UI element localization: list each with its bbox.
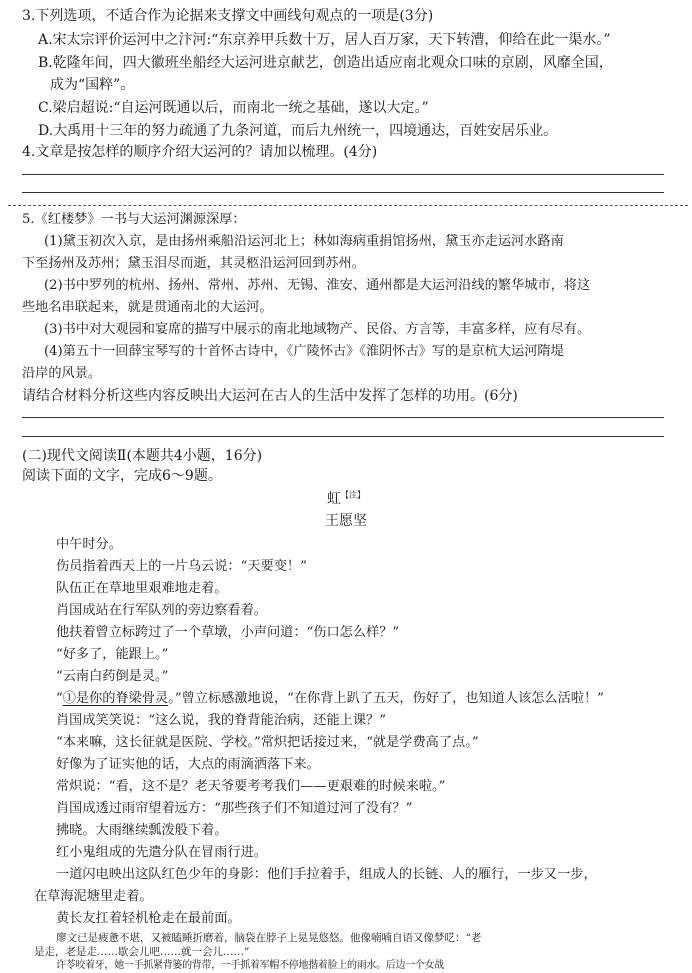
- story-line: 伤员指着西天上的一片乌云说：“天要变！”: [56, 559, 307, 574]
- underlined-sentence-1: ①是你的脊梁骨灵: [62, 691, 169, 706]
- story-line: 是走，老是走……歇会儿吧……就一会儿……”: [34, 946, 250, 958]
- q3-option-b: B.乾隆年间，四大徽班坐船经大运河进京献艺，创造出适应南北观众口味的京剧，风靡全国，: [38, 55, 613, 71]
- q4-answer-line-2[interactable]: [22, 192, 664, 193]
- story-title: [0, 488, 692, 508]
- q3-option-d: D.大禹用十三年的努力疏通了九条河道，而后九州统一，四境通达，百姓安居乐业。: [38, 123, 558, 139]
- story-line: “云南白药倒是灵。”: [56, 669, 169, 684]
- title-note-marker: 【注】: [341, 490, 365, 500]
- story-line: 红小鬼组成的先遣分队在冒雨行进。: [56, 845, 267, 860]
- q5-material-4: (4)第五十一回薛宝琴写的十首怀古诗中，《广陵怀古》《淮阴怀古》写的是京杭大运河隋堤: [44, 344, 564, 359]
- q3-option-b-cont: 成为“国粹”。: [50, 77, 135, 93]
- story-line: 队伍正在草地里艰难地走着。: [56, 581, 228, 596]
- story-line: [56, 959, 444, 972]
- section-heading: (二)现代文阅读Ⅱ(本题共4小题，16分): [22, 448, 263, 464]
- open-quote: “: [56, 691, 63, 706]
- story-line-tail: [34, 959, 97, 960]
- q4-stem: 4.文章是按怎样的顺序介绍大运河的？请加以梳理。(4分): [22, 144, 378, 160]
- story-line: [34, 959, 62, 960]
- story-line: 中午时分。: [56, 537, 122, 552]
- section-instruction: 阅读下面的文字，完成6～9题。: [22, 468, 222, 484]
- story-line: 一道闪电映出这队红色少年的身影：他们手拉着手，组成人的长链、人的雁行，一步又一步，: [56, 867, 597, 882]
- q5-answer-line-2[interactable]: [22, 436, 664, 437]
- story-line: 在草海泥塘里走着。: [34, 889, 153, 904]
- q3-option-a: A.宋太宗评价运河中之汴河:“东京养甲兵数十万，居人百万家，天下转漕，仰给在此一渠水。”: [38, 32, 611, 48]
- story-line: 肖国成笑笑说：“这么说，我的脊背能治病，还能上课？”: [56, 713, 386, 728]
- q4-answer-line-1[interactable]: [22, 174, 664, 175]
- story-line: 黄长友扛着轻机枪走在最前面。: [56, 911, 241, 926]
- q5-material-2: (2)书中罗列的杭州、扬州、常州、苏州、无锡、淮安、通州都是大运河沿线的繁华城市，将这: [44, 278, 591, 293]
- story-line: 好像为了证实他的话，大点的雨滴洒落下来。: [56, 757, 320, 772]
- q5-ask: 请结合材料分析这些内容反映出大运河在古人的生活中发挥了怎样的功用。(6分): [22, 388, 518, 404]
- story-line: 拂晓。大雨继续瓢泼般下着。: [56, 823, 228, 838]
- q5-material-3: (3)书中对大观园和宴席的描写中展示的南北地域物产、民俗、方言等，丰富多样，应有尽有。: [44, 322, 591, 337]
- story-line: 肖国成透过雨帘望着远方：“那些孩子们不知道过河了没有？”: [56, 801, 413, 816]
- story-line: “好多了，能跟上。”: [56, 647, 169, 662]
- dashed-divider: [8, 205, 688, 206]
- q5-intro: 5.《红楼梦》一书与大运河渊源深厚：: [22, 212, 246, 227]
- q3-option-c: C.梁启超说:“自运河既通以后，而南北一统之基础，遂以大定。”: [38, 100, 429, 116]
- story-line: [62, 959, 82, 960]
- story-author: 王愿坚: [325, 513, 367, 529]
- story-line-a: 许苓咬着牙，她一手抓紧背篓的背带，一手抓着军帽不停地揩着脸上的雨水。后边一个女战: [56, 960, 444, 971]
- story-line: 常炽说：“看，这不是？老天爷要考考我们——更艰难的时候来啦。”: [56, 779, 446, 794]
- story-line: 廖文已是疲惫不堪，又被瞌睡折磨着，脑袋在脖子上晃晃悠悠。他像喃喃自语又像梦呓：“老: [56, 932, 482, 944]
- story-line-underlined: [56, 689, 604, 709]
- story-line-rest: 。”曾立标感激地说，“在你背上趴了五天，伤好了，也知道人该怎么活啦！”: [168, 691, 604, 706]
- story-line: 肖国成站在行军队列的旁边察看着。: [56, 603, 267, 618]
- q5-material-1: (1)黛玉初次入京，是由扬州乘船沿运河北上；林如海病重捐馆扬州，黛玉亦走运河水路南: [44, 234, 564, 249]
- story-line: “本来嘛，这长征就是医院、学校。”常炽把话接过来，“就是学费高了点。”: [56, 735, 479, 750]
- q5-material-1-cont: 下至扬州及苏州；黛玉泪尽而逝，其灵柩沿运河回到苏州。: [22, 256, 365, 271]
- q5-material-2-cont: 些地名串联起来，就是贯通南北的大运河。: [22, 300, 273, 315]
- story-line: 他扶着曾立标跨过了一个草墩，小声问道：“伤口怎么样？”: [56, 625, 400, 640]
- q3-stem: 3.下列选项，不适合作为论据来支撑文中画线句观点的一项是(3分): [22, 8, 434, 24]
- story-title-text: 虹: [327, 491, 341, 507]
- story-line: [83, 959, 97, 960]
- q5-material-4-cont: 沿岸的风景。: [22, 366, 102, 381]
- q5-answer-line-1[interactable]: [22, 417, 664, 418]
